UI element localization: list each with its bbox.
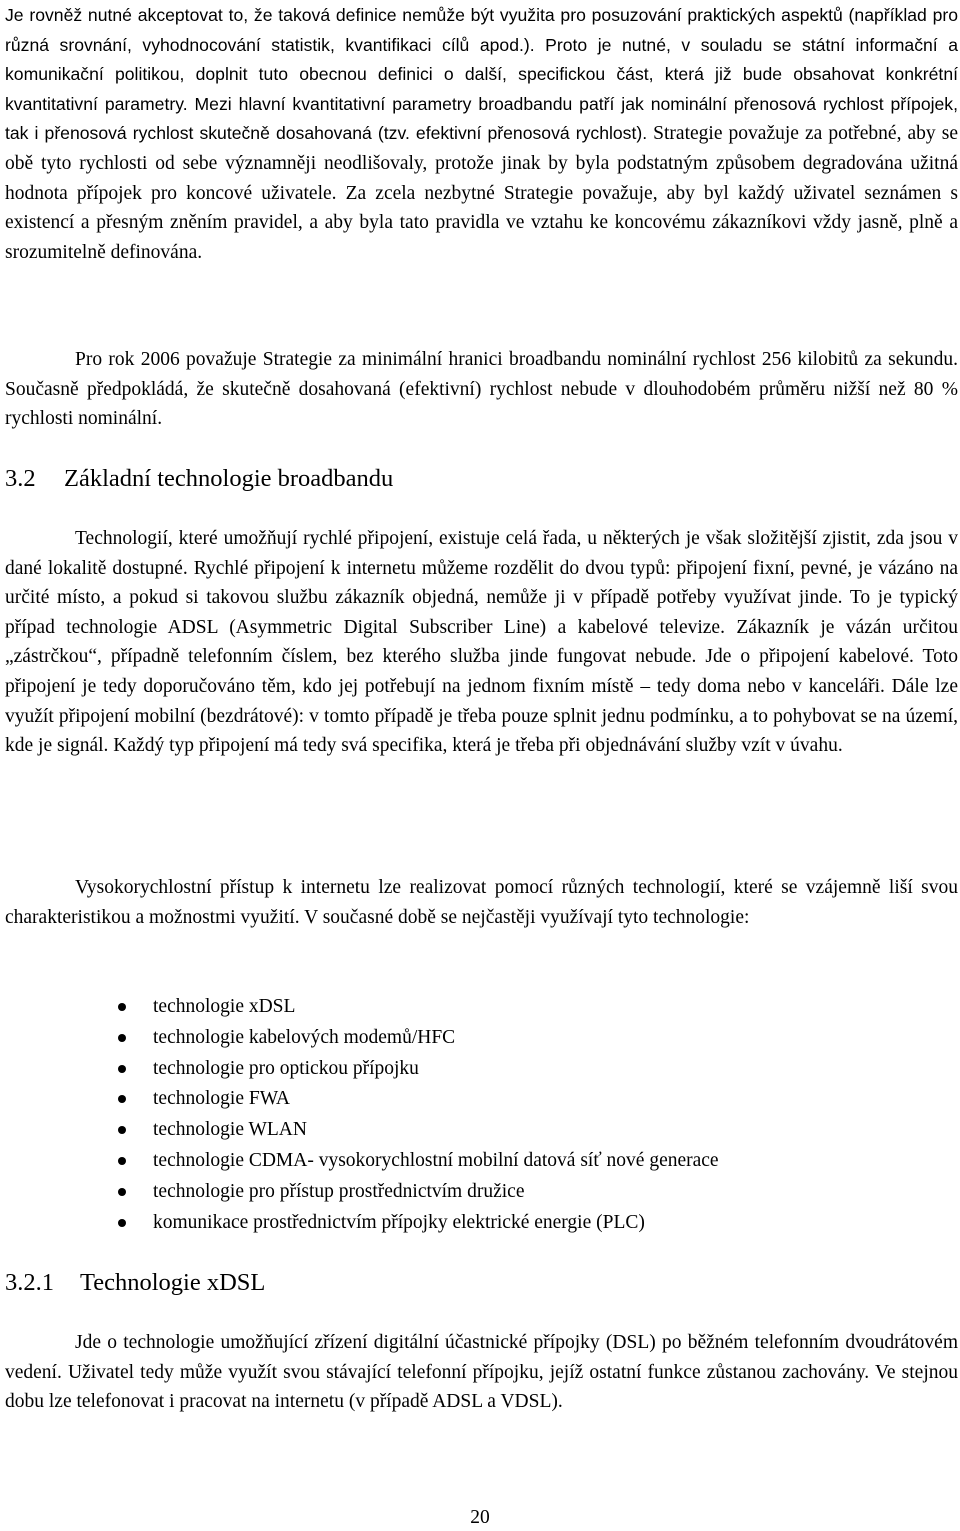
bullet-icon xyxy=(118,1003,126,1011)
paragraph-minimum-speed: Pro rok 2006 považuje Strategie za minimální hranici broadbandu nominální rychlost 256 kilobitů za sekundu. Současně předpokládá, že skutečně dosahovaná (efektivní) rychlost nebude v dlouhodobém průměru nižší než 80 % rychlosti nominální. xyxy=(5,349,958,430)
section-title: Technologie xDSL xyxy=(80,1269,266,1296)
section-number: 3.2.1 xyxy=(5,1269,54,1296)
section-title: Základní technologie broadbandu xyxy=(64,465,394,492)
list-item-label: technologie kabelových modemů/HFC xyxy=(153,1026,456,1048)
bullet-icon xyxy=(118,1126,126,1134)
bullet-icon xyxy=(118,1188,126,1196)
paragraph-xdsl-description: Jde o technologie umožňující zřízení digitální účastnické přípojky (DSL) po běžném telefonním dvoudrátovém vedení. Uživatel tedy může využít svou stávající telefonní přípojku, jejíž ostatní funkce zůstanou zachovány. Ve stejnou dobu lze telefonovat i pracovat na internetu (v případě ADSL a VDSL). xyxy=(5,1332,958,1413)
bullet-icon xyxy=(118,1219,126,1227)
list-item xyxy=(118,1023,719,1054)
paragraph-technologies-intro: Vysokorychlostní přístup k internetu lze realizovat pomocí různých technologií, které se vzájemně liší svou charakteristikou a možnostmi využití. V současné době se nejčastěji využívají tyto technologie: xyxy=(5,877,958,928)
list-item xyxy=(118,992,719,1023)
list-item xyxy=(118,1084,719,1115)
technology-list xyxy=(118,992,719,1238)
paragraph-segment-serif: Za zcela nezbytné Strategie považuje, aby byl každý uživatel seznámen s existencí a přesným zněním pravidel, a aby byla tato pravidla ve vztahu ke koncovému zákazníkovi vždy jasně, plně a srozumitelně definována. xyxy=(5,182,958,263)
section-heading-3-2 xyxy=(5,464,393,494)
list-item-label: technologie pro přístup prostřednictvím družice xyxy=(153,1180,525,1202)
bullet-icon xyxy=(118,1157,126,1165)
bullet-icon xyxy=(118,1065,126,1073)
paragraph-segment-sans: Je rovněž nutné akceptovat to, že taková definice nemůže být využita pro posuzování praktických aspektů (například pro různá srovnání, vyhodnocování statistik, kvantifikaci cílů apod.). Proto je nutné, v souladu se státní informační a komunikační politikou, doplnit tuto obecnou definici o další, specifickou část, která již bude obsahovat konkrétní kvantitativní parametry. Mezi hlavní kvantitativní parametry broadbandu patří jak nominální přenosová rychlost přípojek, tak i přenosová rychlost skutečně dosahovaná (tzv. efektivní přenosová rychlost). xyxy=(5,5,958,144)
list-item-label: technologie pro optickou přípojku xyxy=(153,1057,419,1079)
bullet-icon xyxy=(118,1034,126,1042)
list-item-label: technologie xDSL xyxy=(153,996,296,1017)
list-item xyxy=(118,1115,719,1146)
list-item xyxy=(118,1177,719,1208)
paragraph-connection-types: Technologií, které umožňují rychlé připojení, existuje celá řada, u některých je však složitější zjistit, zda jsou v dané lokalitě dostupné. Rychlé připojení k internetu můžeme rozdělit do dvou typů: připojení fixní, pevné, je vázáno na určité místo, a pokud si takovou službu zákazník objedná, nemůže ji v případě potřeby využívat jinde. To je typický případ technologie ADSL (Asymmetric Digital Subscriber Line) a kabelové televize. Zákazník je vázán určitou „zástrčkou“, případně telefonním číslem, bez kterého služba jinde fungovat nebude. Jde o připojení kabelové. Toto připojení je tedy doporučováno těm, kdo jej potřebují na jednom fixním místě – tedy doma nebo v kanceláři. Dále lze využít připojení mobilní (bezdrátové): v tomto případě je třeba pouze splnit jednu podmínku, a to pohybovat se na území, kde je signál. Každý typ připojení má tedy svá specifika, která je třeba při objednávání služby vzít v úvahu. xyxy=(5,528,958,757)
list-item xyxy=(118,1054,719,1085)
list-item xyxy=(118,1208,719,1239)
list-item-label: technologie WLAN xyxy=(153,1119,307,1141)
list-item-label: komunikace prostřednictvím přípojky elektrické energie (PLC) xyxy=(153,1211,645,1233)
paragraph-broadband-parameters xyxy=(5,1,958,267)
list-item-label: technologie CDMA- vysokorychlostní mobilní datová síť nové generace xyxy=(153,1149,719,1171)
list-item-label: technologie FWA xyxy=(153,1088,291,1110)
page-number: 20 xyxy=(470,1507,490,1528)
section-heading-3-2-1 xyxy=(5,1268,265,1298)
section-number: 3.2 xyxy=(5,465,36,492)
paragraph-segment-serif: Strategie považuje za potřebné, aby se obě tyto rychlosti od sebe významněji neodlišovaly, protože jinak by byla podstatným způsobem degradována užitná hodnota přípojek pro koncové uživatele. xyxy=(5,123,958,204)
list-item xyxy=(118,1146,719,1177)
bullet-icon xyxy=(118,1095,126,1103)
